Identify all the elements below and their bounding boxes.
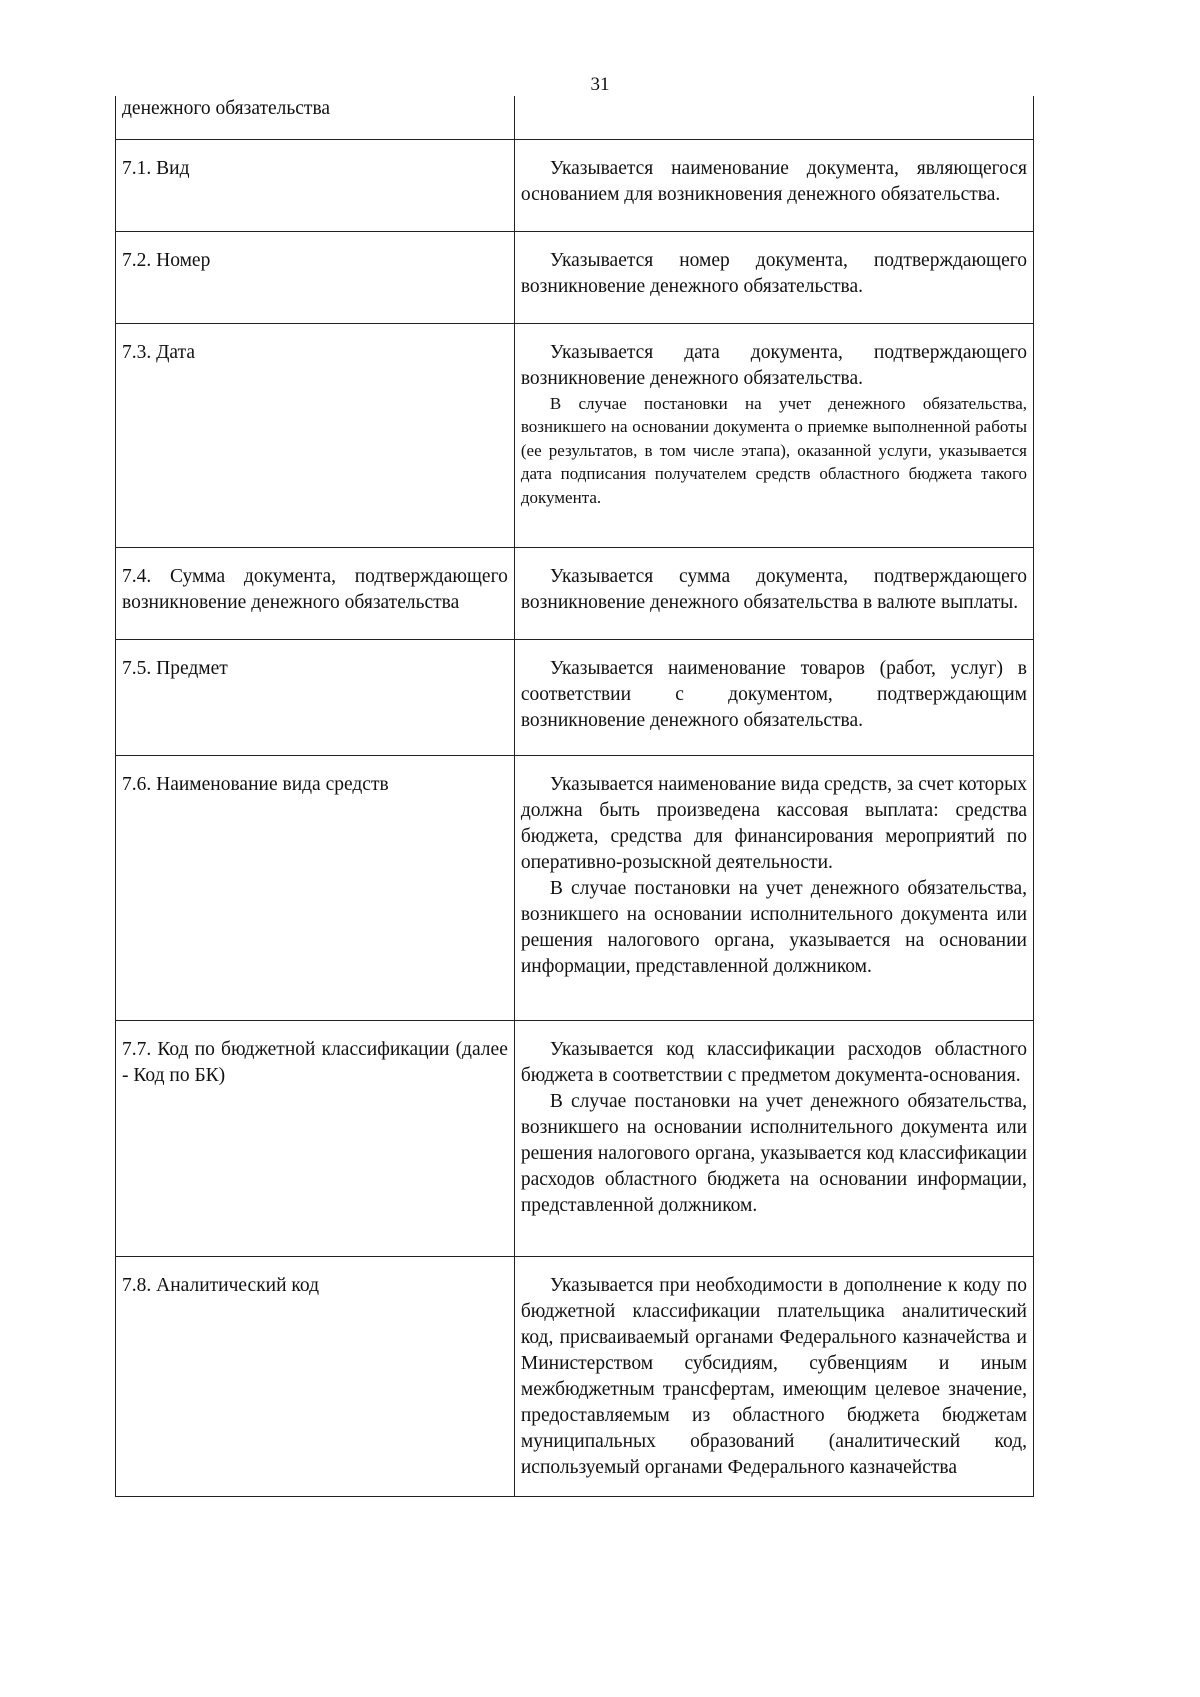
- field-name-cell: [116, 1256, 515, 1496]
- field-description-cell: [514, 755, 1033, 1020]
- table-row: [116, 323, 1034, 547]
- description-paragraph: Указывается наименование вида средств, за счет которых должна быть произведена кассовая выплата: средства бюджета, средства для финансирования мероприятий по оперативно-розыскной деятельности.: [520, 773, 1027, 873]
- table-body: [116, 96, 1034, 1496]
- field-name: 7.2. Номер: [122, 249, 211, 271]
- field-name: 7.6. Наименование вида средств: [122, 773, 389, 795]
- table-row: [116, 1256, 1034, 1496]
- field-name: 7.5. Предмет: [122, 657, 228, 679]
- field-name: 7.3. Дата: [122, 341, 195, 363]
- description-paragraph: Указывается наименование документа, являющегося основанием для возникновения денежного обязательства.: [520, 157, 1027, 205]
- description-paragraph: В случае постановки на учет денежного обязательства, возникшего на основании документа о приемке выполненной работы (ее результатов, в том числе этапа), оказанной услуги, указывается дата подписания получателем средств областного бюджета такого документа.: [520, 393, 1027, 507]
- field-name-cell: [116, 1020, 515, 1256]
- field-name: 7.8. Аналитический код: [122, 1274, 320, 1296]
- description-paragraph: Указывается наименование товаров (работ, услуг) в соответствии с документом, подтверждающим возникновение денежного обязательства.: [520, 657, 1027, 731]
- field-name-cell: [116, 139, 515, 231]
- field-name: 7.1. Вид: [122, 157, 190, 179]
- field-description-cell: [514, 231, 1033, 323]
- field-description-cell: [514, 323, 1033, 547]
- field-description-cell: [514, 547, 1033, 639]
- field-description-cell: [514, 139, 1033, 231]
- table-row: [116, 547, 1034, 639]
- field-name-cell: [116, 96, 515, 139]
- field-description-cell: [514, 1256, 1033, 1496]
- field-name: 7.4. Сумма документа, подтверждающего возникновение денежного обязательства: [122, 565, 508, 613]
- field-name-cell: [116, 547, 515, 639]
- table-row: [116, 96, 1034, 139]
- table-row: [116, 1020, 1034, 1256]
- description-paragraph: Указывается номер документа, подтверждающего возникновение денежного обязательства.: [520, 249, 1027, 297]
- description-paragraph: Указывается при необходимости в дополнение к коду по бюджетной классификации плательщика аналитический код, присваиваемый органами Федерального казначейства и Министерством субсидиям, субвенциям и иным межбюджетным трансфертам, имеющим целевое значение, предоставляемым из областного бюджета бюджетам муниципальных образований (аналитический код, используемый органами Федерального казначейства: [520, 1274, 1027, 1478]
- description-paragraph: В случае постановки на учет денежного обязательства, возникшего на основании исполнительного документа или решения налогового органа, указывается на основании информации, представленной должником.: [520, 877, 1027, 977]
- description-paragraph: Указывается дата документа, подтверждающего возникновение денежного обязательства.: [520, 341, 1027, 389]
- field-description-cell: [514, 639, 1033, 755]
- table-row: [116, 755, 1034, 1020]
- description-paragraph: Указывается код классификации расходов областного бюджета в соответствии с предметом документа-основания.: [520, 1038, 1027, 1086]
- page-number: 31: [590, 74, 610, 95]
- field-name-cell: [116, 639, 515, 755]
- table-row: [116, 231, 1034, 323]
- field-name-cell: [116, 755, 515, 1020]
- table-row: [116, 139, 1034, 231]
- field-name: денежного обязательства: [122, 98, 331, 119]
- field-description-cell: [514, 96, 1033, 139]
- description-paragraph: Указывается сумма документа, подтверждающего возникновение денежного обязательства в валюте выплаты.: [520, 565, 1027, 613]
- table-row: [116, 639, 1034, 755]
- field-name-cell: [116, 231, 515, 323]
- description-paragraph: В случае постановки на учет денежного обязательства, возникшего на основании исполнительного документа или решения налогового органа, указывается код классификации расходов областного бюджета на основании информации, представленной должником.: [520, 1090, 1027, 1216]
- field-description-cell: [514, 1020, 1033, 1256]
- field-name-cell: [116, 323, 515, 547]
- field-name: 7.7. Код по бюджетной классификации (далее - Код по БК): [122, 1038, 508, 1086]
- requisites-table: [115, 96, 1034, 1497]
